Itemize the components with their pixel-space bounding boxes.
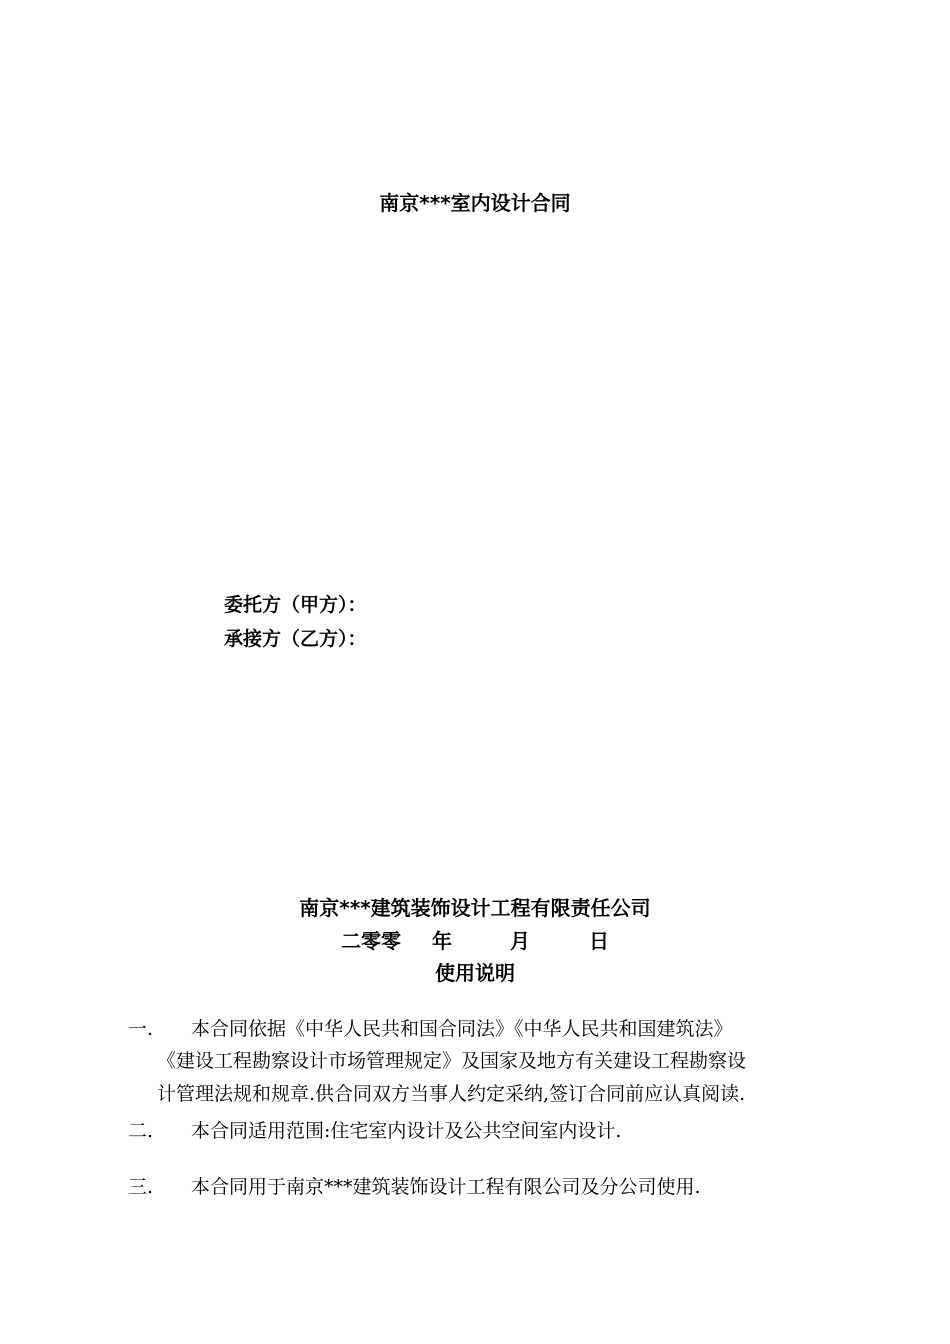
date-year-prefix: 二零零 <box>341 929 401 953</box>
date-day: 日 <box>589 929 609 953</box>
date-year: 年 <box>432 929 452 953</box>
instruction-line: 《建设工程勘察设计市场管理规定》及国家及地方有关建设工程勘察设 <box>157 1050 747 1072</box>
instruction-number: 三. <box>128 1176 154 1198</box>
party-b-label: 承接方（乙方）： <box>224 628 367 650</box>
date-month: 月 <box>510 929 530 953</box>
instruction-number: 二. <box>128 1120 154 1142</box>
instruction-line: 计管理法规和规章.供合同双方当事人约定采纳,签订合同前应认真阅读. <box>157 1083 746 1105</box>
party-a-label: 委托方（甲方）： <box>224 594 367 616</box>
company-name: 南京***建筑装饰设计工程有限责任公司 <box>299 896 651 920</box>
instructions-heading: 使用说明 <box>435 961 515 985</box>
instruction-line: 本合同依据《中华人民共和国合同法》《中华人民共和国建筑法》 <box>191 1018 733 1040</box>
instruction-number: 一. <box>128 1018 154 1040</box>
contract-title: 南京***室内设计合同 <box>379 191 571 215</box>
instruction-line: 本合同用于南京***建筑装饰设计工程有限公司及分公司使用. <box>191 1176 701 1198</box>
instruction-line: 本合同适用范围:住宅室内设计及公共空间室内设计. <box>191 1120 622 1142</box>
